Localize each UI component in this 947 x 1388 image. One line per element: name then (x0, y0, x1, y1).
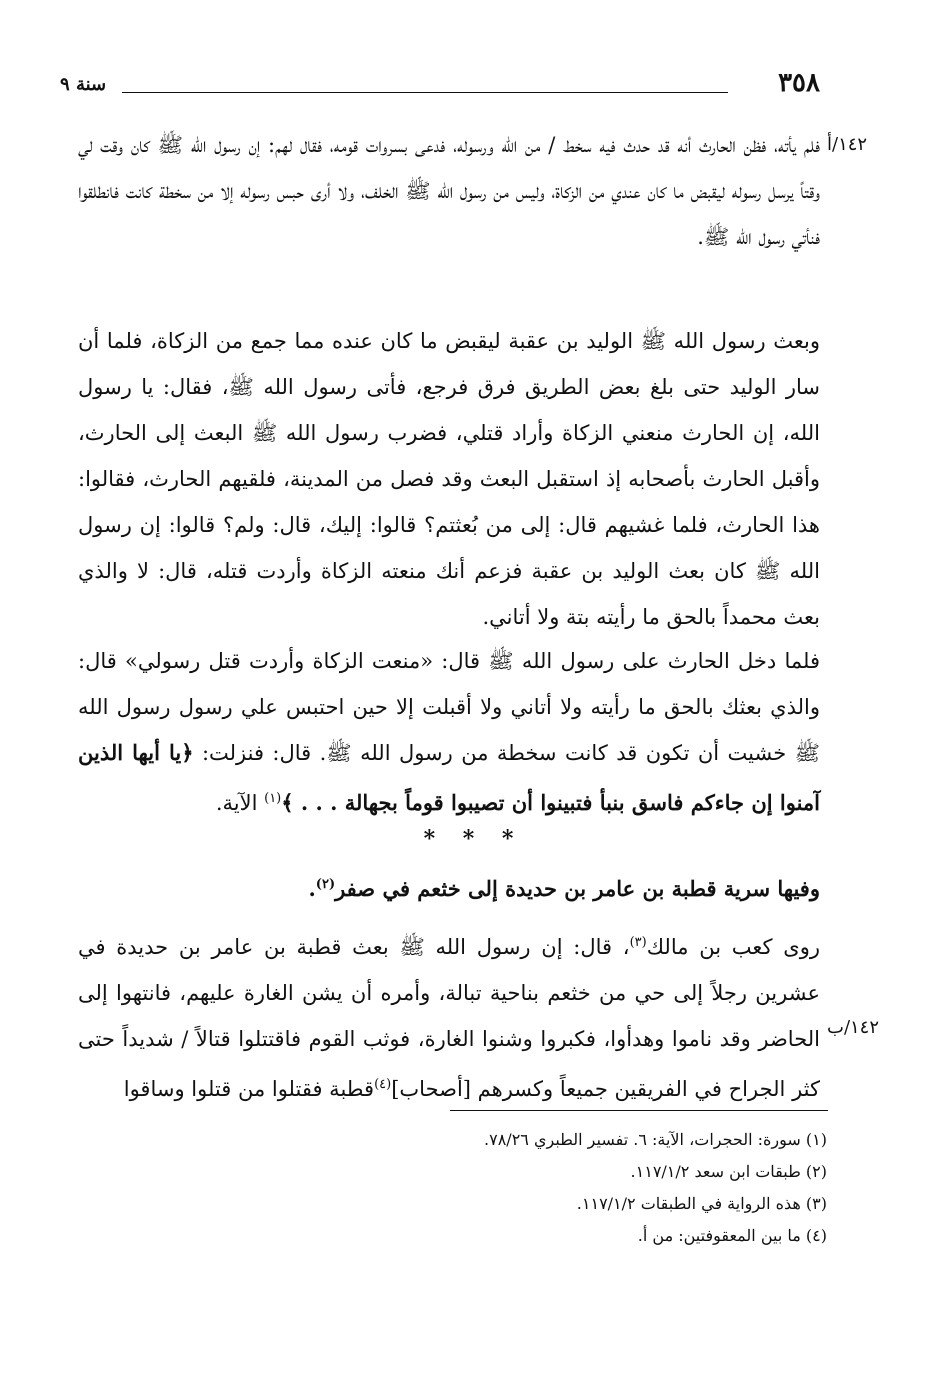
section-heading-text: وفيها سرية قطبة بن عامر بن حديدة إلى خثعم في صفر (335, 876, 820, 901)
margin-folio-note: ١٤٢/أ (827, 134, 868, 155)
footnote-rule (450, 1110, 828, 1111)
header-rule (122, 92, 728, 93)
paragraph-text-part: فلما دخل الحارث على رسول الله ﷺ قال: «منعت الزكاة وأردت قتل رسولي» قال: والذي بعثك بالحق ما رأيته ولا أتاني ولا أقبلت إلا حين احتبس علي رسول رسول الله ﷺ خشيت أن تكون قد كانت سخطة من رسول الله ﷺ. قال: فنزلت: (78, 649, 820, 765)
page-number: ٣٥٨ (778, 68, 820, 98)
paragraph-text: وبعث رسول الله ﷺ الوليد بن عقبة ليقبض ما كان عنده مما جمع من الزكاة، فلما أن سار الوليد حتى بلغ بعض الطريق فرق فرجع، فأتى رسول الله ﷺ، فقال: يا رسول الله، إن الحارث منعني الزكاة وأراد قتلي، فضرب رسول الله ﷺ البعث إلى الحارث، وأقبل الحارث بأصحابه إذ استقبل البعث وقد فصل من المدينة، فلقيهم الحارث، فقالوا: هذا الحارث، فلما غشيهم قال: إلى من بُعثتم؟ قالوا: إليك، قال: ولم؟ قالوا: إن رسول الله ﷺ كان بعث الوليد بن عقبة فزعم أنك منعته الزكاة وأردت قتله، قال: لا والذي بعث محمداً بالحق ما رأيته بتة ولا أتاني. (78, 329, 820, 629)
footnote: (٤) ما بين المعقوفتين: من أ. (637, 1226, 827, 1245)
footnote-marker: (١) (264, 791, 282, 806)
footnote: (٢) طبقات ابن سعد ١١٧/١/٢. (630, 1162, 827, 1181)
paragraph-text (78, 920, 820, 1112)
paragraph-text-part: قطبة فقتلوا من قتلوا وساقوا (123, 1077, 375, 1101)
paragraph-text (78, 638, 820, 826)
footnote: (٣) هذه الرواية في الطبقات ١١٧/١/٢. (576, 1194, 827, 1213)
running-head: سنة ٩ (60, 74, 107, 95)
paragraph-text-part: الآية. (215, 791, 265, 815)
section-separator: * * * (423, 826, 524, 852)
section-heading (100, 862, 820, 912)
footnotes (407, 1124, 827, 1252)
paragraph-text-part: روى كعب بن مالك (646, 935, 820, 959)
paragraph-text: فلم يأته، فظن الحارث أنه قد حدث فيه سخط / من الله ورسوله، فدعى بسروات قومه، فقال لهم: إن رسول الله ﷺ كان وقت لي وقتاً يرسل رسوله ليقبض ما كان عندي من الزكاة، وليس من رسول الله ﷺ الخلف، ولا أرى حبس رسوله إلا من سخطة كانت فانطلقوا فنأتي رسول الله ﷺ. (78, 133, 820, 249)
paragraph (78, 638, 820, 826)
footnote: (١) سورة: الحجرات، الآية: ٦. تفسير الطبري ٧٨/٢٦. (484, 1130, 827, 1149)
section-heading-end: . (308, 876, 316, 901)
page-header (60, 68, 820, 108)
footnote-marker: (٢) (315, 877, 336, 892)
margin-folio-note: ١٤٢/ب (827, 1017, 880, 1038)
paragraph (78, 920, 820, 1112)
paragraph (78, 318, 820, 640)
footnote-marker: (٣) (629, 935, 647, 950)
footnote-marker: (٤) (374, 1077, 392, 1092)
paragraph (78, 122, 820, 260)
quran-verse: ﴿يا أيها الذين آمنوا إن جاءكم فاسق بنبأ فتبينوا أن تصيبوا قوماً بجهالة . . . ﴾ (78, 740, 820, 815)
paragraph-text-part: ، قال: إن رسول الله ﷺ بعث قطبة بن عامر بن حديدة في عشرين رجلاً إلى حي من خثعم بناحية تبالة، وأمره أن يشن الغارة عليهم، فانتهوا إلى الحاضر وقد ناموا وهدأوا، فكبروا وشنوا الغارة، فوثب القوم فاقتتلوا قتالاً / شديداً حتى كثر الجراح في الفريقين جميعاً وكسرهم [أصحاب] (78, 935, 820, 1101)
